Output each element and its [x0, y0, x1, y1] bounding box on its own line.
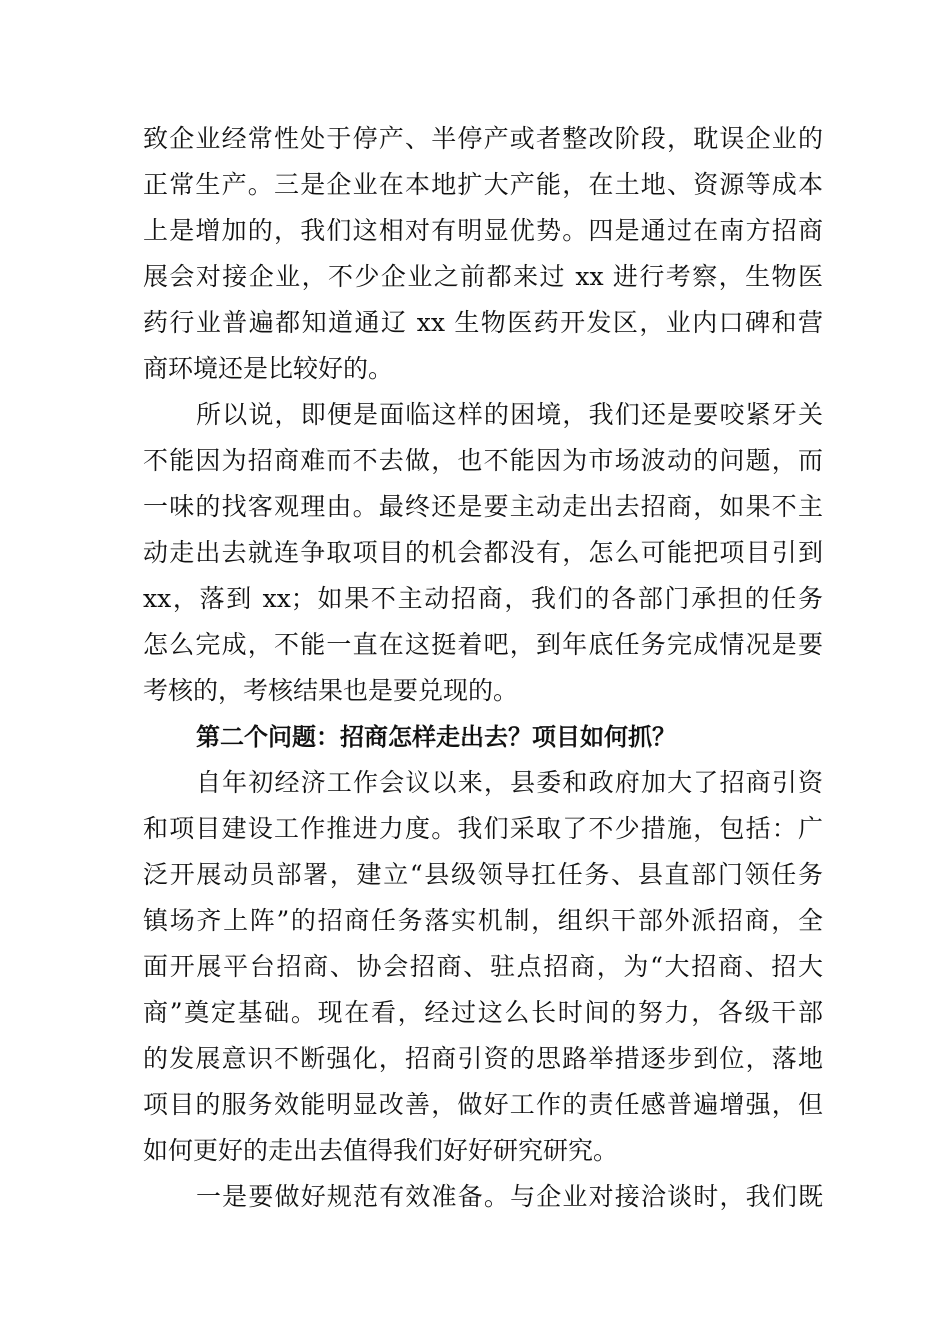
text-line: 商”奠定基础。现在看，经过这么长时间的努力，各级干部 [143, 998, 823, 1027]
paragraph-first-line: 所以说，即便是面临这样的困境，我们还是要咬紧牙关 [196, 400, 823, 429]
text-line: 面开展平台招商、协会招商、驻点招商，为“大招商、招大 [143, 952, 823, 981]
text-line: 上是增加的，我们这相对有明显优势。四是通过在南方招商 [143, 216, 823, 245]
text-line: 项目的服务效能明显改善，做好工作的责任感普遍增强，但 [143, 1090, 823, 1119]
paragraph-first-line: 一是要做好规范有效准备。与企业对接洽谈时，我们既 [196, 1182, 823, 1211]
text-line: 考核的，考核结果也是要兑现的。 [143, 676, 519, 705]
text-line: 如何更好的走出去值得我们好好研究研究。 [143, 1136, 619, 1165]
text-line: 怎么完成，不能一直在这挺着吧，到年底任务完成情况是要 [143, 630, 823, 659]
text-line: 正常生产。三是企业在本地扩大产能，在土地、资源等成本 [143, 170, 823, 199]
paragraph-first-line: 自年初经济工作会议以来，县委和政府加大了招商引资 [196, 768, 823, 797]
text-line: 商环境还是比较好的。 [143, 354, 394, 383]
text-line: 的发展意识不断强化，招商引资的思路举措逐步到位，落地 [143, 1044, 823, 1073]
text-line: 药行业普遍都知道通辽 xx 生物医药开发区，业内口碑和营 [143, 308, 823, 337]
text-line: 展会对接企业，不少企业之前都来过 xx 进行考察，生物医 [143, 262, 823, 291]
text-line: 不能因为招商难而不去做，也不能因为市场波动的问题，而 [143, 446, 823, 475]
text-line: 泛开展动员部署，建立“县级领导扛任务、县直部门领任务 [143, 860, 823, 889]
text-line: 和项目建设工作推进力度。我们采取了不少措施，包括：广 [143, 814, 823, 843]
text-line: 致企业经常性处于停产、半停产或者整改阶段，耽误企业的 [143, 124, 823, 153]
text-line: 一味的找客观理由。最终还是要主动走出去招商，如果不主 [143, 492, 823, 521]
section-heading: 第二个问题：招商怎样走出去？项目如何抓？ [196, 723, 676, 751]
text-line: 动走出去就连争取项目的机会都没有，怎么可能把项目引到 [143, 538, 823, 567]
text-line: 镇场齐上阵”的招商任务落实机制，组织干部外派招商，全 [143, 906, 823, 935]
text-line: xx，落到 xx；如果不主动招商，我们的各部门承担的任务 [143, 584, 823, 613]
